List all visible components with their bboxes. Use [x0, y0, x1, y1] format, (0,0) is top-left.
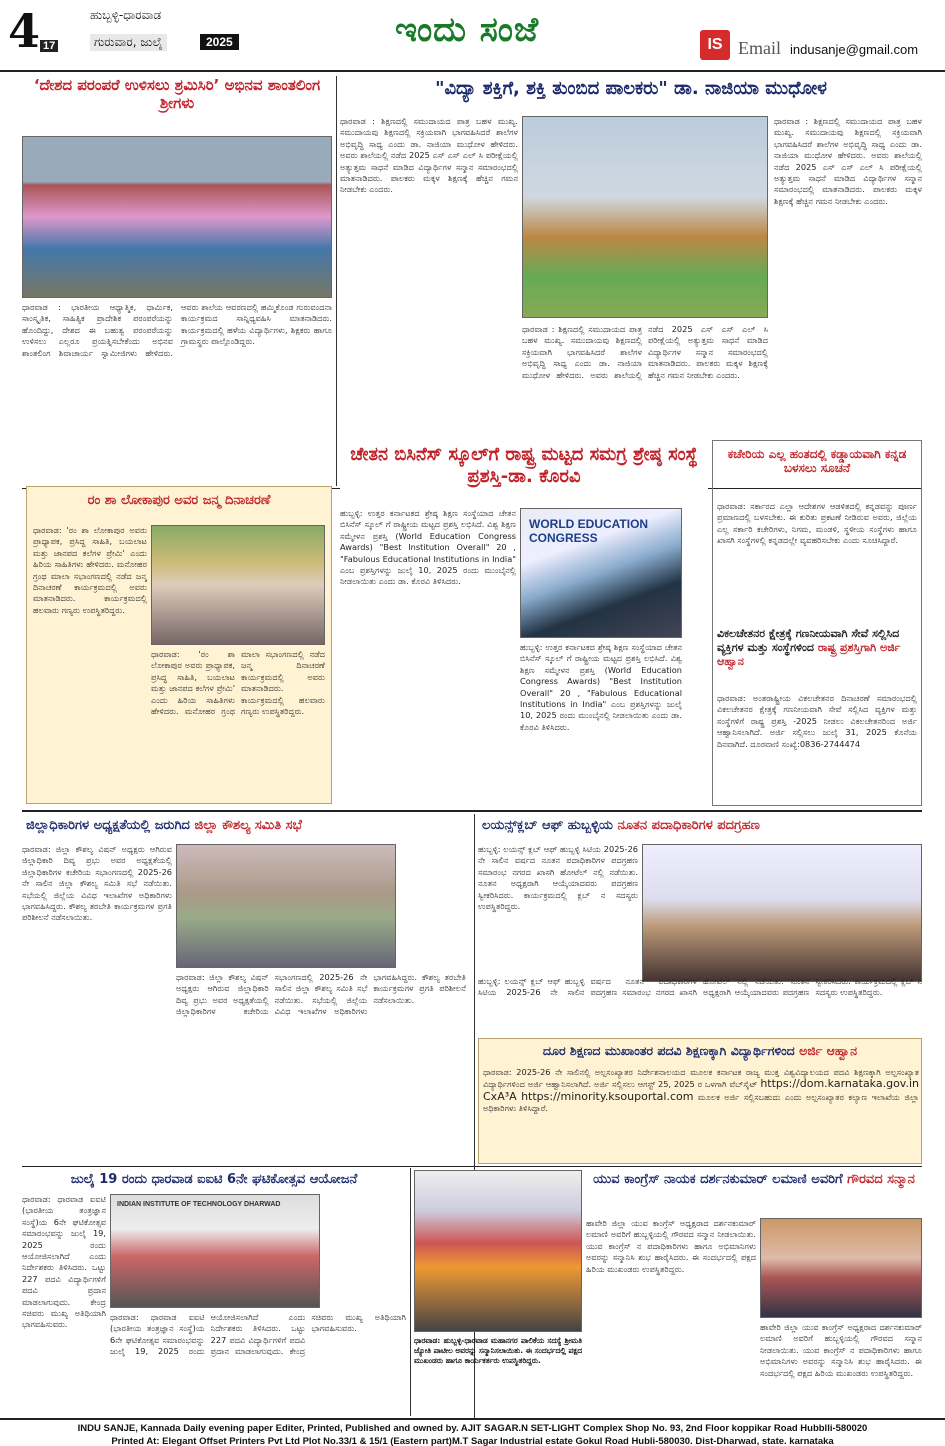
row-divider: [22, 1166, 922, 1167]
group-photo: [22, 136, 332, 298]
iit-photo: [110, 1194, 320, 1308]
article-body-cont: ಹುಬ್ಬಳ್ಳಿ: ಉತ್ತರ ಕರ್ನಾಟಕದ ಶ್ರೇಷ್ಠ ಶಿಕ್ಷಣ ಸಂಸ್ಥೆಯಾದ ಚೇತನ ಬಿಸಿನೆಸ್ ಸ್ಕೂಲ್ ಗೆ ರಾಷ್ಟ್ರೀಯ ಮಟ್ಟದ ಪ್ರಶಸ್ತಿ ಲಭಿಸಿದೆ. ವಿಶ್ವ ಶಿಕ್ಷಣ ಸಮ್ಮೇಳನ ಪ್ರಶಸ್ತಿ (World Education Congress Awards) "Best Institution Overall" 20 , "Fabulous Educational Institutions in India" ಎಂಬ ಪ್ರಶಸ್ತಿಗಳನ್ನು ಜುಲೈ 10, 2025 ರಂದು ಮುಂಬೈನಲ್ಲಿ ನೀಡಲಾಯಿತು ಎಂದು ಡಾ. ಕೊರವಿ ತಿಳಿಸಿದರು.: [520, 642, 682, 732]
page-small-number: 17: [40, 40, 58, 52]
row-divider: [22, 810, 922, 812]
meeting-photo: [176, 844, 396, 968]
banner-text: WORLD EDUCATION CONGRESS: [529, 517, 649, 545]
masthead: [0, 0, 945, 72]
article-body: ಧಾರವಾಡ: 'ರಂ ಶಾ ಲೋಕಾಪುರ ಅವರು ಪ್ರಾಧ್ಯಾಪಕ, ಪ್ರಸಿದ್ಧ ಸಾಹಿತಿ, ಬಯಲಾಟ ಮತ್ತು ಜಾನಪದ ಕಲೆಗಳ ಪ್ರೇಮಿ' ಎಂದು ಹಿರಿಯ ಸಾಹಿತಿಗಳು ಹೇಳಿದರು. ಮನೋಹರ ಗ್ರಂಥ ಮಾಲಾ ಸಭಾಂಗಣದಲ್ಲಿ ನಡೆದ ಜನ್ಮ ದಿನಾಚರಣೆ ಕಾರ್ಯಕ್ರಮದಲ್ಲಿ ಅವರು ಮಾತನಾಡಿದರು. ಕಾರ್ಯಕ್ರಮದಲ್ಲಿ ಹಲವಾರು ಗಣ್ಯರು ಉಪಸ್ಥಿತರಿದ್ದರು.: [33, 525, 147, 615]
photo-caption: ಧಾರವಾಡ: ಹುಬ್ಬಳ್ಳಿ-ಧಾರವಾಡ ಮಹಾನಗರ ಪಾಲಿಕೆಯ ಸದಸ್ಯೆ ಶ್ರೀಮತಿ ಜ್ಯೋತಿ ಪಾಟೀಲ ಅವರನ್ನು ಸನ್ಮಾನಿಸಲಾಯಿತು. ಈ ಸಂದರ್ಭದಲ್ಲಿ ಪಕ್ಷದ ಮುಖಂಡರು ಹಾಗೂ ಕಾರ್ಯಕರ್ತರು ಉಪಸ್ಥಿತರಿದ್ದರು.: [414, 1336, 582, 1365]
headline-part1: ದೂರ ಶಿಕ್ಷಣದ ಮುಖಾಂತರ ಪದವಿ ಶಿಕ್ಷಣಕ್ಕಾಗಿ ವಿದ್ಯಾರ್ಥಿಗಳಿಂದ: [542, 1043, 800, 1058]
article-body: [483, 1067, 919, 1161]
sub-headline: [717, 627, 917, 669]
headline-highlight: ನೂತನ ಪದಾಧಿಕಾರಿಗಳ ಪದಗ್ರಹಣ: [617, 818, 760, 833]
article-lokapura: [26, 486, 332, 804]
article-parampare: [22, 74, 332, 488]
headline-highlight: ಜಿಲ್ಲಾ ಕೌಶಲ್ಯ ಸಮಿತಿ ಸಭೆ: [194, 818, 302, 833]
article-body-cont: ಧಾರವಾಡ: ಜಿಲ್ಲಾ ಕೌಶಲ್ಯ ವಿಷನ್ ಅಧ್ಯಕ್ಷರು ಆಗಿರುವ ಜಿಲ್ಲಾಧಿಕಾರಿ ದಿವ್ಯ ಪ್ರಭು ಅವರ ಅಧ್ಯಕ್ಷತೆಯಲ್ಲಿ ಜಿಲ್ಲಾಧಿಕಾರಿಗಳ ಕಚೇರಿಯ ಸಭಾಂಗಣದಲ್ಲಿ 2025-26 ನೇ ಸಾಲಿನ ಜಿಲ್ಲಾ ಕೌಶಲ್ಯ ಸಮಿತಿ ಸಭೆ ನಡೆಯಿತು. ಸಭೆಯಲ್ಲಿ ಜಿಲ್ಲೆಯ ವಿವಿಧ ಇಲಾಖೆಗಳ ಅಧಿಕಾರಿಗಳು ಭಾಗವಹಿಸಿದ್ದರು. ಕೌಶಲ್ಯ ತರಬೇತಿ ಕಾರ್ಯಕ್ರಮಗಳ ಪ್ರಗತಿ ಪರಿಶೀಲನೆ ನಡೆಸಲಾಯಿತು.: [176, 972, 466, 1017]
article-distance-education: [478, 1038, 922, 1164]
congress-photo: [760, 1218, 922, 1318]
email-address[interactable]: indusanje@gmail.com: [790, 42, 919, 57]
headline: ಚೇತನ ಬಿಸಿನೆಸ್ ಸ್ಕೂಲ್‌ಗೆ ರಾಷ್ಟ್ರ ಮಟ್ಟದ ಸಮಗ್ರ ಶ್ರೇಷ್ಠ ಸಂಸ್ಥೆ ಪ್ರಶಸ್ತಿ-ಡಾ. ಕೊರವಿ: [340, 440, 708, 504]
article-body-2: ಧಾರವಾಡ: ಅಂತರಾಷ್ಟ್ರೀಯ ವಿಕಲಚೇತನರ ದಿನಾಚರಣೆ ಸಮಾರಂಭದಲ್ಲಿ ವಿಕಲಚೇತನರ ಕ್ಷೇತ್ರಕ್ಕೆ ಗಣನೀಯವಾಗಿ ಸೇವೆ ಸಲ್ಲಿಸಿದ ವ್ಯಕ್ತಿಗಳ ಮತ್ತು ಸಂಸ್ಥೆಗಳಿಗೆ ರಾಷ್ಟ್ರ ಪ್ರಶಸ್ತಿ -2025 ನೀಡಲು ವಿಕಲಚೇತನರಿಂದ ಅರ್ಜಿ ಆಹ್ವಾನಿಸಲಾಗಿದೆ. ಅರ್ಜಿ ಸಲ್ಲಿಸಲು ಜುಲೈ 31, 2025 ಕೊನೆಯ ದಿನವಾಗಿದೆ. ದೂರವಾಣಿ ಸಂಖ್ಯೆ:0836-2744474: [717, 693, 917, 749]
headline: ಜುಲೈ 19 ರಂದು ಧಾರವಾಡ ಐಐಟಿ 6ನೇ ಘಟಿಕೋತ್ಸವ ಆಯೋಜನೆ: [70, 1172, 358, 1187]
city-label: ಹುಬ್ಬಳ್ಳಿ-ಧಾರವಾಡ: [90, 8, 162, 22]
url-dom[interactable]: https://dom.karnataka.gov.in: [760, 1077, 919, 1091]
lions-photo: [642, 844, 922, 982]
email-label: Email: [738, 38, 781, 58]
article-kannada-notice: [712, 440, 922, 806]
page-number: 4: [8, 4, 41, 58]
article-body-cont: ಧಾರವಾಡ: 'ರಂ ಶಾ ಲೋಕಾಪುರ ಅವರು ಪ್ರಾಧ್ಯಾಪಕ, ಪ್ರಸಿದ್ಧ ಸಾಹಿತಿ, ಬಯಲಾಟ ಮತ್ತು ಜಾನಪದ ಕಲೆಗಳ ಪ್ರೇಮಿ' ಎಂದು ಹಿರಿಯ ಸಾಹಿತಿಗಳು ಹೇಳಿದರು. ಮನೋಹರ ಗ್ರಂಥ ಮಾಲಾ ಸಭಾಂಗಣದಲ್ಲಿ ನಡೆದ ಜನ್ಮ ದಿನಾಚರಣೆ ಕಾರ್ಯಕ್ರಮದಲ್ಲಿ ಅವರು ಮಾತನಾಡಿದರು. ಕಾರ್ಯಕ್ರಮದಲ್ಲಿ ಹಲವಾರು ಗಣ್ಯರು ಉಪಸ್ಥಿತರಿದ್ದರು.: [151, 649, 325, 717]
article-felicitation: [414, 1168, 582, 1416]
article-skill-committee: [22, 814, 470, 1164]
headline-part1: ಜಿಲ್ಲಾಧಿಕಾರಿಗಳ ಅಧ್ಯಕ್ಷತೆಯಲ್ಲಿ ಜರುಗಿದ: [26, 818, 195, 833]
article-body-right: ಧಾರವಾಡ : ಶಿಕ್ಷಣದಲ್ಲಿ ಸಮುದಾಯದ ಪಾತ್ರ ಬಹಳ ಮುಖ್ಯ. ಸಮುದಾಯವು ಶಿಕ್ಷಣದಲ್ಲಿ ಸಕ್ರಿಯವಾಗಿ ಭಾಗವಹಿಸಿದರೆ ಶಾಲೆಗಳ ಅಭಿವೃದ್ಧಿ ಸಾಧ್ಯ ಎಂದು ಡಾ. ನಾಜಿಯಾ ಮುಧೋಳ ಹೇಳಿದರು. ಅವರು ಶಾಲೆಯಲ್ಲಿ ನಡೆದ 2025 ಎಸ್ ಎಸ್ ಎಲ್ ಸಿ ಪರೀಕ್ಷೆಯಲ್ಲಿ ಅತ್ಯುತ್ತಮ ಸಾಧನೆ ಮಾಡಿದ ವಿದ್ಯಾರ್ಥಿಗಳ ಸನ್ಮಾನ ಸಮಾರಂಭದಲ್ಲಿ ಮಾತನಾಡಿದರು. ಪಾಲಕರು ಮಕ್ಕಳ ಶಿಕ್ಷಣಕ್ಕೆ ಹೆಚ್ಚಿನ ಗಮನ ನೀಡಬೇಕು ಎಂದರು.: [774, 116, 922, 206]
body-text: ಧಾರವಾಡ: 2025-26 ನೇ ಸಾಲಿನಲ್ಲಿ ಅಲ್ಪಸಂಖ್ಯಾತರ ನಿರ್ದೇಶನಾಲಯದ ಮೂಲಕ ಕರ್ನಾಟಕ ರಾಜ್ಯ ಮುಕ್ತ ವಿಶ್ವವಿದ್ಯಾಲಯದ ಪದವಿ ಶಿಕ್ಷಣಕ್ಕಾಗಿ ಅಲ್ಪಸಂಖ್ಯಾತ ವಿದ್ಯಾರ್ಥಿಗಳಿಂದ ಅರ್ಜಿ ಆಹ್ವಾನಿಸಲಾಗಿದೆ. ಅರ್ಜಿ ಸಲ್ಲಿಸಲು ಆಗಸ್ಟ್ 25, 2025 ರ ಒಳಗಾಗಿ ವೆಬ್‌ಸೈಟ್: [483, 1067, 919, 1090]
article-body-left: ಧಾರವಾಡ : ಶಿಕ್ಷಣದಲ್ಲಿ ಸಮುದಾಯದ ಪಾತ್ರ ಬಹಳ ಮುಖ್ಯ. ಸಮುದಾಯವು ಶಿಕ್ಷಣದಲ್ಲಿ ಸಕ್ರಿಯವಾಗಿ ಭಾಗವಹಿಸಿದರೆ ಶಾಲೆಗಳ ಅಭಿವೃದ್ಧಿ ಸಾಧ್ಯ ಎಂದು ಡಾ. ನಾಜಿಯಾ ಮುಧೋಳ ಹೇಳಿದರು. ಅವರು ಶಾಲೆಯಲ್ಲಿ ನಡೆದ 2025 ಎಸ್ ಎಸ್ ಎಲ್ ಸಿ ಪರೀಕ್ಷೆಯಲ್ಲಿ ಅತ್ಯುತ್ತಮ ಸಾಧನೆ ಮಾಡಿದ ವಿದ್ಯಾರ್ಥಿಗಳ ಸನ್ಮಾನ ಸಮಾರಂಭದಲ್ಲಿ ಮಾತನಾಡಿದರು. ಪಾಲಕರು ಮಕ್ಕಳ ಶಿಕ್ಷಣಕ್ಕೆ ಹೆಚ್ಚಿನ ಗಮನ ನೀಡಬೇಕು ಎಂದರು.: [340, 116, 518, 195]
article-body: ಧಾರವಾಡ: ಜಿಲ್ಲಾ ಕೌಶಲ್ಯ ವಿಷನ್ ಅಧ್ಯಕ್ಷರು ಆಗಿರುವ ಜಿಲ್ಲಾಧಿಕಾರಿ ದಿವ್ಯ ಪ್ರಭು ಅವರ ಅಧ್ಯಕ್ಷತೆಯಲ್ಲಿ ಜಿಲ್ಲಾಧಿಕಾರಿಗಳ ಕಚೇರಿಯ ಸಭಾಂಗಣದಲ್ಲಿ 2025-26 ನೇ ಸಾಲಿನ ಜಿಲ್ಲಾ ಕೌಶಲ್ಯ ಸಮಿತಿ ಸಭೆ ನಡೆಯಿತು. ಸಭೆಯಲ್ಲಿ ಜಿಲ್ಲೆಯ ವಿವಿಧ ಇಲಾಖೆಗಳ ಅಧಿಕಾರಿಗಳು ಭಾಗವಹಿಸಿದ್ದರು. ಕೌಶಲ್ಯ ತರಬೇತಿ ಕಾರ್ಯಕ್ರಮಗಳ ಪ್ರಗತಿ ಪರಿಶೀಲನೆ ನಡೆಸಲಾಯಿತು.: [22, 844, 172, 923]
article-body: ಧಾರವಾಡ: ಸರ್ಕಾರದ ಎಲ್ಲಾ ಆದೇಶಗಳ ಆಡಳಿತದಲ್ಲಿ ಕನ್ನಡವನ್ನು ಪೂರ್ಣ ಪ್ರಮಾಣದಲ್ಲಿ ಬಳಸಬೇಕು. ಈ ಕುರಿತು ಪ್ರಕಟಣೆ ನೀಡಿರುವ ಅವರು, ಜಿಲ್ಲೆಯ ಎಲ್ಲ ಸರ್ಕಾರಿ ಕಚೇರಿಗಳು, ನಿಗಮ, ಮಂಡಳಿ, ಸ್ಥಳೀಯ ಸಂಸ್ಥೆಗಳು ಹಾಗೂ ಖಾಸಗಿ ಸಂಸ್ಥೆಗಳಲ್ಲಿ ಕನ್ನಡದಲ್ಲೇ ವ್ಯವಹರಿಸಬೇಕು ಎಂದು ಸೂಚಿಸಿದ್ದಾರೆ.: [717, 501, 917, 546]
sub-headline-part2: ರಾಷ್ಟ್ರ ಪ್ರಶಸ್ತಿಗಾಗಿ ಅರ್ಜಿ ಆಹ್ವಾನ: [717, 641, 901, 668]
headline: [586, 1168, 922, 1214]
headline: "ವಿದ್ಯಾ ಶಕ್ತಿಗೆ, ಶಕ್ತಿ ತುಂಬಿದ ಪಾಲಕರು" ಡಾ. ನಾಜಿಯಾ ಮುಧೋಳ: [435, 78, 827, 99]
headline: [479, 1039, 921, 1065]
award-photo: [520, 508, 682, 638]
headline: ರಂ ಶಾ ಲೋಕಾಪುರ ಅವರ ಜನ್ಮ ದಿನಾಚರಣೆ: [87, 493, 271, 508]
column-divider: [410, 1168, 411, 1416]
article-body-mid: ಧಾರವಾಡ : ಶಿಕ್ಷಣದಲ್ಲಿ ಸಮುದಾಯದ ಪಾತ್ರ ಬಹಳ ಮುಖ್ಯ. ಸಮುದಾಯವು ಶಿಕ್ಷಣದಲ್ಲಿ ಸಕ್ರಿಯವಾಗಿ ಭಾಗವಹಿಸಿದರೆ ಶಾಲೆಗಳ ಅಭಿವೃದ್ಧಿ ಸಾಧ್ಯ ಎಂದು ಡಾ. ನಾಜಿಯಾ ಮುಧೋಳ ಹೇಳಿದರು. ಅವರು ಶಾಲೆಯಲ್ಲಿ ನಡೆದ 2025 ಎಸ್ ಎಸ್ ಎಲ್ ಸಿ ಪರೀಕ್ಷೆಯಲ್ಲಿ ಅತ್ಯುತ್ತಮ ಸಾಧನೆ ಮಾಡಿದ ವಿದ್ಯಾರ್ಥಿಗಳ ಸನ್ಮಾನ ಸಮಾರಂಭದಲ್ಲಿ ಮಾತನಾಡಿದರು. ಪಾಲಕರು ಮಕ್ಕಳ ಶಿಕ್ಷಣಕ್ಕೆ ಹೆಚ್ಚಿನ ಗಮನ ನೀಡಬೇಕು ಎಂದರು.: [522, 324, 768, 380]
article-lions-club: [478, 814, 922, 1034]
date-label: ಗುರುವಾರ, ಜುಲೈ: [90, 34, 167, 51]
article-body: ಹುಬ್ಬಳ್ಳಿ: ಉತ್ತರ ಕರ್ನಾಟಕದ ಶ್ರೇಷ್ಠ ಶಿಕ್ಷಣ ಸಂಸ್ಥೆಯಾದ ಚೇತನ ಬಿಸಿನೆಸ್ ಸ್ಕೂಲ್ ಗೆ ರಾಷ್ಟ್ರೀಯ ಮಟ್ಟದ ಪ್ರಶಸ್ತಿ ಲಭಿಸಿದೆ. ವಿಶ್ವ ಶಿಕ್ಷಣ ಸಮ್ಮೇಳನ ಪ್ರಶಸ್ತಿ (World Education Congress Awards) "Best Institution Overall" 20 , "Fabulous Educational Institutions in India" ಎಂಬ ಪ್ರಶಸ್ತಿಗಳನ್ನು ಜುಲೈ 10, 2025 ರಂದು ಮುಂಬೈನಲ್ಲಿ ನೀಡಲಾಯಿತು ಎಂದು ಡಾ. ಕೊರವಿ ತಿಳಿಸಿದರು.: [340, 508, 516, 587]
article-chetana-award: [340, 440, 708, 806]
headline: ಕಚೇರಿಯ ಎಲ್ಲ ಹಂತದಲ್ಲಿ ಕಡ್ಡಾಯವಾಗಿ ಕನ್ನಡ ಬಳಸಲು ಸೂಚನೆ: [727, 447, 907, 476]
article-iit-convocation: [22, 1168, 406, 1416]
url-ksou[interactable]: https://minority.ksouportal.com: [521, 1089, 694, 1103]
body-tail: ಮೂಲಕ ಅರ್ಜಿ ಸಲ್ಲಿಸಬಹುದು ಎಂದು ಅಲ್ಪಸಂಖ್ಯಾತರ ಕಲ್ಯಾಣ ಇಲಾಖೆಯ ಜಿಲ್ಲಾ ಅಧಿಕಾರಿಗಳು ತಿಳಿಸಿದ್ದಾರೆ.: [483, 1091, 919, 1114]
article-body: ಧಾರವಾಡ: ಧಾರವಾಡ ಐಐಟಿ (ಭಾರತೀಯ ತಂತ್ರಜ್ಞಾನ ಸಂಸ್ಥೆ)ಯ 6ನೇ ಘಟಿಕೋತ್ಸವ ಸಮಾರಂಭವನ್ನು ಜುಲೈ 19, 2025 ರಂದು ಆಯೋಜಿಸಲಾಗಿದೆ ಎಂದು ನಿರ್ದೇಶಕರು ತಿಳಿಸಿದರು. ಒಟ್ಟು 227 ಪದವಿ ವಿದ್ಯಾರ್ಥಿಗಳಿಗೆ ಪದವಿ ಪ್ರದಾನ ಮಾಡಲಾಗುವುದು. ಕೇಂದ್ರ ಸಚಿವರು ಮುಖ್ಯ ಅತಿಥಿಯಾಗಿ ಭಾಗವಹಿಸುವರು.: [22, 1194, 106, 1330]
url-mid: CxA³A: [483, 1089, 517, 1103]
article-vidya-shakti: [340, 74, 922, 488]
article-body: ಹುಬ್ಬಳ್ಳಿ: ಲಯನ್ಸ್ ಕ್ಲಬ್ ಆಫ್ ಹುಬ್ಬಳ್ಳಿ ಸಿಟಿಯ 2025-26 ನೇ ಸಾಲಿನ ವರ್ಷದ ನೂತನ ಪದಾಧಿಕಾರಿಗಳ ಪದಗ್ರಹಣ ಸಮಾರಂಭ ನಗರದ ಖಾಸಗಿ ಹೋಟೆಲ್ ನಲ್ಲಿ ನಡೆಯಿತು. ನೂತನ ಅಧ್ಯಕ್ಷರಾಗಿ ಆಯ್ಕೆಯಾದವರು ಪದಗ್ರಹಣ ಸ್ವೀಕರಿಸಿದರು. ಕಾರ್ಯಕ್ರಮದಲ್ಲಿ ಕ್ಲಬ್ ನ ಸದಸ್ಯರು ಉಪಸ್ಥಿತರಿದ್ದರು.: [478, 844, 638, 912]
column-divider: [336, 76, 337, 486]
event-photo: [151, 525, 325, 645]
year-label: 2025: [200, 34, 239, 50]
article-body: ಧಾರವಾಡ : ಭಾರತೀಯ ಆಧ್ಯಾತ್ಮಿಕ, ಧಾರ್ಮಿಕ, ಸಾಂಸ್ಕೃತಿಕ, ಸಾಹಿತ್ಯಿಕ ಪ್ರಾದೇಶಿಕ ಪರಂಪರೆಯನ್ನು ಹೊಂದಿದ್ದು, ದೇಶದ ಈ ಬಹುತ್ವ ಪರಂಪರೆಯನ್ನು ಉಳಿಸಲು ಎಲ್ಲರೂ ಪ್ರಯತ್ನಿಸಬೇಕೆಂದು ಅಭಿನವ ಶಾಂತಲಿಂಗ ಶಿವಾಚಾರ್ಯ ಸ್ವಾಮೀಜಿಗಳು ಹೇಳಿದರು. ಆವರು ಶಾಲೆಯ ಆವರಣದಲ್ಲಿ ಹಮ್ಮಿಕೊಂಡ ಗುರುವಂದನಾ ಕಾರ್ಯಕ್ರಮದ ಸಾನ್ನಿಧ್ಯವಹಿಸಿ ಮಾತನಾಡಿದರು. ಕಾರ್ಯಕ್ರಮದಲ್ಲಿ ಹಳೆಯ ವಿದ್ಯಾರ್ಥಿಗಳು, ಶಿಕ್ಷಕರು ಹಾಗೂ ಗ್ರಾಮಸ್ಥರು ಪಾಲ್ಗೊಂಡಿದ್ದರು.: [22, 302, 332, 358]
photo-caption: INDIAN INSTITUTE OF TECHNOLOGY DHARWAD: [117, 1201, 281, 1208]
headline-highlight: ಗೌರವದ ಸನ್ಮಾನ: [847, 1172, 915, 1187]
headline: [478, 814, 922, 840]
footer-line-1: INDU SANJE, Kannada Daily evening paper Editer, Printed, Published and owned by. AJIT SAGAR.N SET-LIGHT Complex Shop No. 93, 2nd Floor koppikar Road Hubblli-580020: [77, 1423, 868, 1434]
headline-part1: ಲಯನ್ಸ್‌ಕ್ಲಬ್ ಆಫ್ ಹುಬ್ಬಳ್ಳಿಯ: [482, 818, 618, 833]
article-body: ಹಾವೇರಿ ಜಿಲ್ಲಾ ಯುವ ಕಾಂಗ್ರೆಸ್ ಅಧ್ಯಕ್ಷರಾದ ದರ್ಶನಕುಮಾರ್ ಲಮಾಣಿ ಅವರಿಗೆ ಹುಬ್ಬಳ್ಳಿಯಲ್ಲಿ ಗೌರವದ ಸನ್ಮಾನ ನೀಡಲಾಯಿತು. ಯುವ ಕಾಂಗ್ರೆಸ್ ನ ಪದಾಧಿಕಾರಿಗಳು ಹಾಗೂ ಅಭಿಮಾನಿಗಳು ಅವರನ್ನು ಸನ್ಮಾನಿಸಿ ಶುಭ ಹಾರೈಸಿದರು. ಈ ಸಂದರ್ಭದಲ್ಲಿ ಪಕ್ಷದ ಹಿರಿಯ ಮುಖಂಡರು ಉಪಸ್ಥಿತರಿದ್ದರು.: [586, 1218, 756, 1274]
paper-logo: ಇಂದು ಸಂಜೆ: [395, 10, 540, 50]
headline-part1: ಯುವ ಕಾಂಗ್ರೆಸ್ ನಾಯಕ ದರ್ಶನಕುಮಾರ್ ಲಮಾಣಿ ಅವರಿಗೆ: [593, 1172, 848, 1187]
footer-line-2: Printed At: Elegant Offset Printers Pvt Ltd Plot No.33/1 & 15/1 (Eastern part)M.T Sagar Industrial estate Gokul Road Hubli-580030. Dist-Dharwad, state. karnataka: [111, 1436, 834, 1446]
is-logo-icon: IS: [700, 30, 730, 60]
article-body-cont: ಹುಬ್ಬಳ್ಳಿ: ಲಯನ್ಸ್ ಕ್ಲಬ್ ಆಫ್ ಹುಬ್ಬಳ್ಳಿ ಸಿಟಿಯ 2025-26 ನೇ ಸಾಲಿನ ವರ್ಷದ ನೂತನ ಪದಾಧಿಕಾರಿಗಳ ಪದಗ್ರಹಣ ಸಮಾರಂಭ ನಗರದ ಖಾಸಗಿ ಹೋಟೆಲ್ ನಲ್ಲಿ ನಡೆಯಿತು. ನೂತನ ಅಧ್ಯಕ್ಷರಾಗಿ ಆಯ್ಕೆಯಾದವರು ಪದಗ್ರಹಣ ಸ್ವೀಕರಿಸಿದರು. ಕಾರ್ಯಕ್ರಮದಲ್ಲಿ ಕ್ಲಬ್ ನ ಸದಸ್ಯರು ಉಪಸ್ಥಿತರಿದ್ದರು.: [478, 976, 922, 998]
article-body-cont: ಹಾವೇರಿ ಜಿಲ್ಲಾ ಯುವ ಕಾಂಗ್ರೆಸ್ ಅಧ್ಯಕ್ಷರಾದ ದರ್ಶನಕುಮಾರ್ ಲಮಾಣಿ ಅವರಿಗೆ ಹುಬ್ಬಳ್ಳಿಯಲ್ಲಿ ಗೌರವದ ಸನ್ಮಾನ ನೀಡಲಾಯಿತು. ಯುವ ಕಾಂಗ್ರೆಸ್ ನ ಪದಾಧಿಕಾರಿಗಳು ಹಾಗೂ ಅಭಿಮಾನಿಗಳು ಅವರನ್ನು ಸನ್ಮಾನಿಸಿ ಶುಭ ಹಾರೈಸಿದರು. ಈ ಸಂದರ್ಭದಲ್ಲಿ ಪಕ್ಷದ ಹಿರಿಯ ಮುಖಂಡರು ಉಪಸ್ಥಿತರಿದ್ದರು.: [760, 1322, 922, 1378]
sub-headline-part1: ವಿಕಲಚೇತನರ ಕ್ಷೇತ್ರಕ್ಕೆ ಗಣನೀಯವಾಗಿ ಸೇವೆ ಸಲ್ಲಿಸಿದ ವ್ಯಕ್ತಿಗಳ ಮತ್ತು ಸಂಸ್ಥೆಗಳಿಂದ: [717, 627, 900, 654]
headline: ‘ದೇಶದ ಪರಂಪರೆ ಉಳಿಸಲು ಶ್ರಮಿಸಿರಿ’ ಅಭಿನವ ಶಾಂತಲಿಂಗ ಶ್ರೀಗಳು: [33, 76, 321, 112]
school-group-photo: [522, 116, 768, 318]
footer: [0, 1418, 945, 1446]
headline: [22, 814, 470, 840]
article-youth-congress: [586, 1168, 922, 1416]
article-body-cont: ಧಾರವಾಡ: ಧಾರವಾಡ ಐಐಟಿ (ಭಾರತೀಯ ತಂತ್ರಜ್ಞಾನ ಸಂಸ್ಥೆ)ಯ 6ನೇ ಘಟಿಕೋತ್ಸವ ಸಮಾರಂಭವನ್ನು ಜುಲೈ 19, 2025 ರಂದು ಆಯೋಜಿಸಲಾಗಿದೆ ಎಂದು ನಿರ್ದೇಶಕರು ತಿಳಿಸಿದರು. ಒಟ್ಟು 227 ಪದವಿ ವಿದ್ಯಾರ್ಥಿಗಳಿಗೆ ಪದವಿ ಪ್ರದಾನ ಮಾಡಲಾಗುವುದು. ಕೇಂದ್ರ ಸಚಿವರು ಮುಖ್ಯ ಅತಿಥಿಯಾಗಿ ಭಾಗವಹಿಸುವರು.: [110, 1312, 406, 1357]
headline-highlight: ಅರ್ಜಿ ಆಹ್ವಾನ: [799, 1043, 858, 1058]
felicitation-photo: [414, 1170, 582, 1332]
